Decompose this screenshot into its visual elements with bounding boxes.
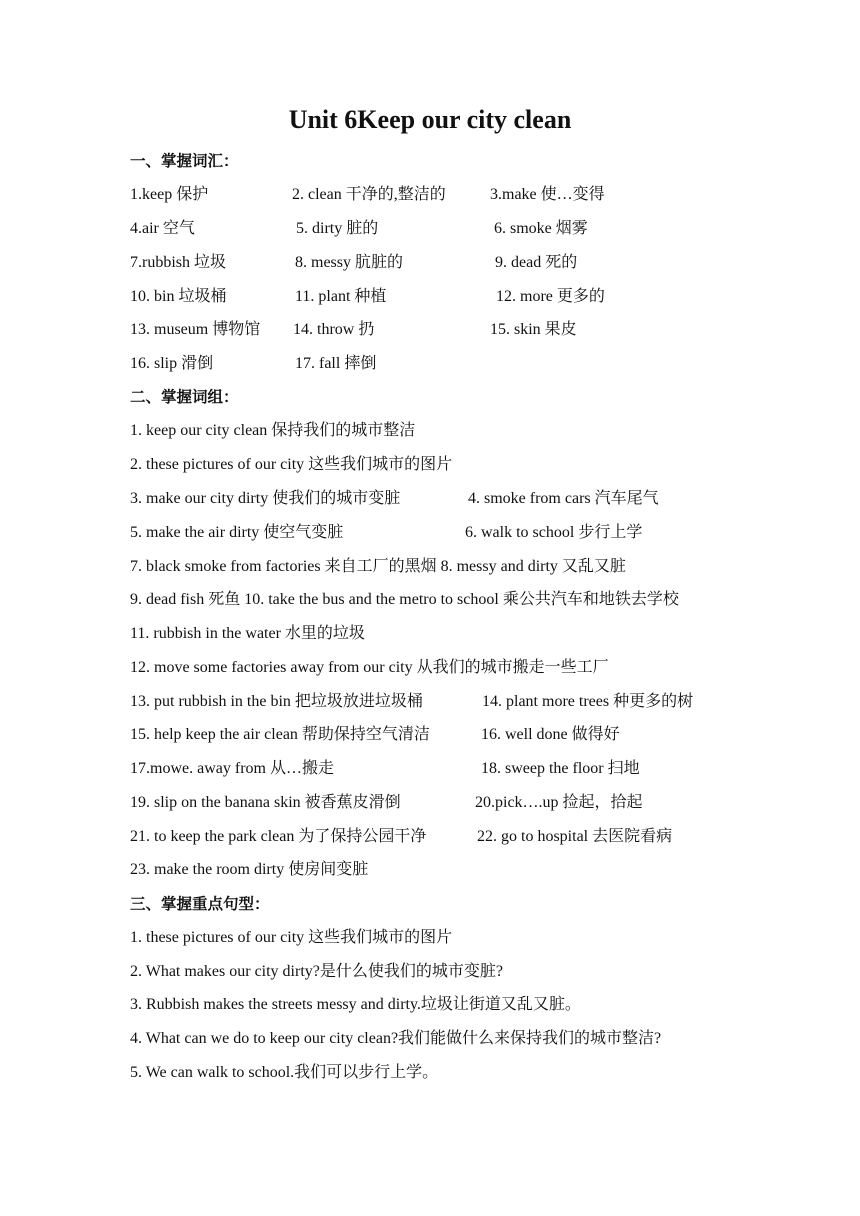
vocab-item: 15. skin 果皮 xyxy=(490,321,577,338)
phrase-line: 14. plant more trees 种更多的树 xyxy=(482,693,694,710)
phrase-line: 4. smoke from cars 汽车尾气 xyxy=(468,490,659,507)
vocab-item: 5. dirty 脏的 xyxy=(296,220,379,237)
vocab-item: 8. messy 肮脏的 xyxy=(295,254,404,271)
vocab-item: 9. dead 死的 xyxy=(495,254,578,271)
phrase-line: 12. move some factories away from our city 从我们的城市搬走一些工厂 xyxy=(130,659,609,676)
vocab-item: 10. bin 垃圾桶 xyxy=(130,288,227,305)
vocab-item: 11. plant 种植 xyxy=(295,288,387,305)
phrase-line: 23. make the room dirty 使房间变脏 xyxy=(130,861,369,878)
vocab-item: 4.air 空气 xyxy=(130,220,195,237)
phrase-line: 19. slip on the banana skin 被香蕉皮滑倒 xyxy=(130,794,401,811)
sentences-heading: 三、掌握重点句型： xyxy=(130,895,270,913)
phrase-line: 21. to keep the park clean 为了保持公园干净 xyxy=(130,828,427,845)
page-title: Unit 6Keep our city clean xyxy=(288,105,572,134)
phrase-line: 1. keep our city clean 保持我们的城市整洁 xyxy=(130,422,416,439)
sentence-line: 5. We can walk to school.我们可以步行上学。 xyxy=(130,1064,439,1081)
phrase-line: 18. sweep the floor 扫地 xyxy=(481,760,640,777)
vocab-item: 13. museum 博物馆 xyxy=(130,321,261,338)
phrase-line: 11. rubbish in the water 水里的垃圾 xyxy=(130,625,365,642)
vocab-item: 7.rubbish 垃圾 xyxy=(130,254,227,271)
phrase-line: 22. go to hospital 去医院看病 xyxy=(477,828,673,845)
phrase-line: 13. put rubbish in the bin 把垃圾放进垃圾桶 xyxy=(130,693,423,710)
phrase-line: 16. well done 做得好 xyxy=(481,726,620,743)
sentence-line: 1. these pictures of our city 这些我们城市的图片 xyxy=(130,929,453,946)
phrase-line: 7. black smoke from factories 来自工厂的黑烟 8. messy and dirty 又乱又脏 xyxy=(130,558,626,575)
vocab-item: 16. slip 滑倒 xyxy=(130,355,214,372)
phrase-line: 2. these pictures of our city 这些我们城市的图片 xyxy=(130,456,453,473)
vocab-item: 17. fall 摔倒 xyxy=(295,355,377,372)
vocab-item: 1.keep 保护 xyxy=(130,186,209,203)
vocab-item: 14. throw 扔 xyxy=(293,321,375,338)
vocab-item: 3.make 使…变得 xyxy=(490,186,605,203)
sentence-line: 2. What makes our city dirty?是什么使我们的城市变脏? xyxy=(130,963,503,980)
sentence-line: 4. What can we do to keep our city clean?我们能做什么来保持我们的城市整洁? xyxy=(130,1030,662,1047)
vocab-item: 12. more 更多的 xyxy=(496,288,605,305)
phrase-line: 15. help keep the air clean 帮助保持空气清洁 xyxy=(130,726,430,743)
phrase-line: 3. make our city dirty 使我们的城市变脏 xyxy=(130,490,401,507)
phrases-heading: 二、掌握词组： xyxy=(130,388,239,406)
vocab-heading: 一、掌握词汇： xyxy=(130,152,239,170)
sentence-line: 3. Rubbish makes the streets messy and dirty.垃圾让街道又乱又脏。 xyxy=(130,996,581,1013)
vocab-item: 2. clean 干净的,整洁的 xyxy=(292,186,446,203)
phrase-line: 6. walk to school 步行上学 xyxy=(465,524,643,541)
phrase-line: 5. make the air dirty 使空气变脏 xyxy=(130,524,344,541)
phrase-line: 9. dead fish 死鱼 10. take the bus and the metro to school 乘公共汽车和地铁去学校 xyxy=(130,591,679,608)
vocab-item: 6. smoke 烟雾 xyxy=(494,220,588,237)
phrase-line: 17.mowe. away from 从…搬走 xyxy=(130,760,334,777)
phrase-line: 20.pick….up 捡起，拾起 xyxy=(475,794,643,811)
